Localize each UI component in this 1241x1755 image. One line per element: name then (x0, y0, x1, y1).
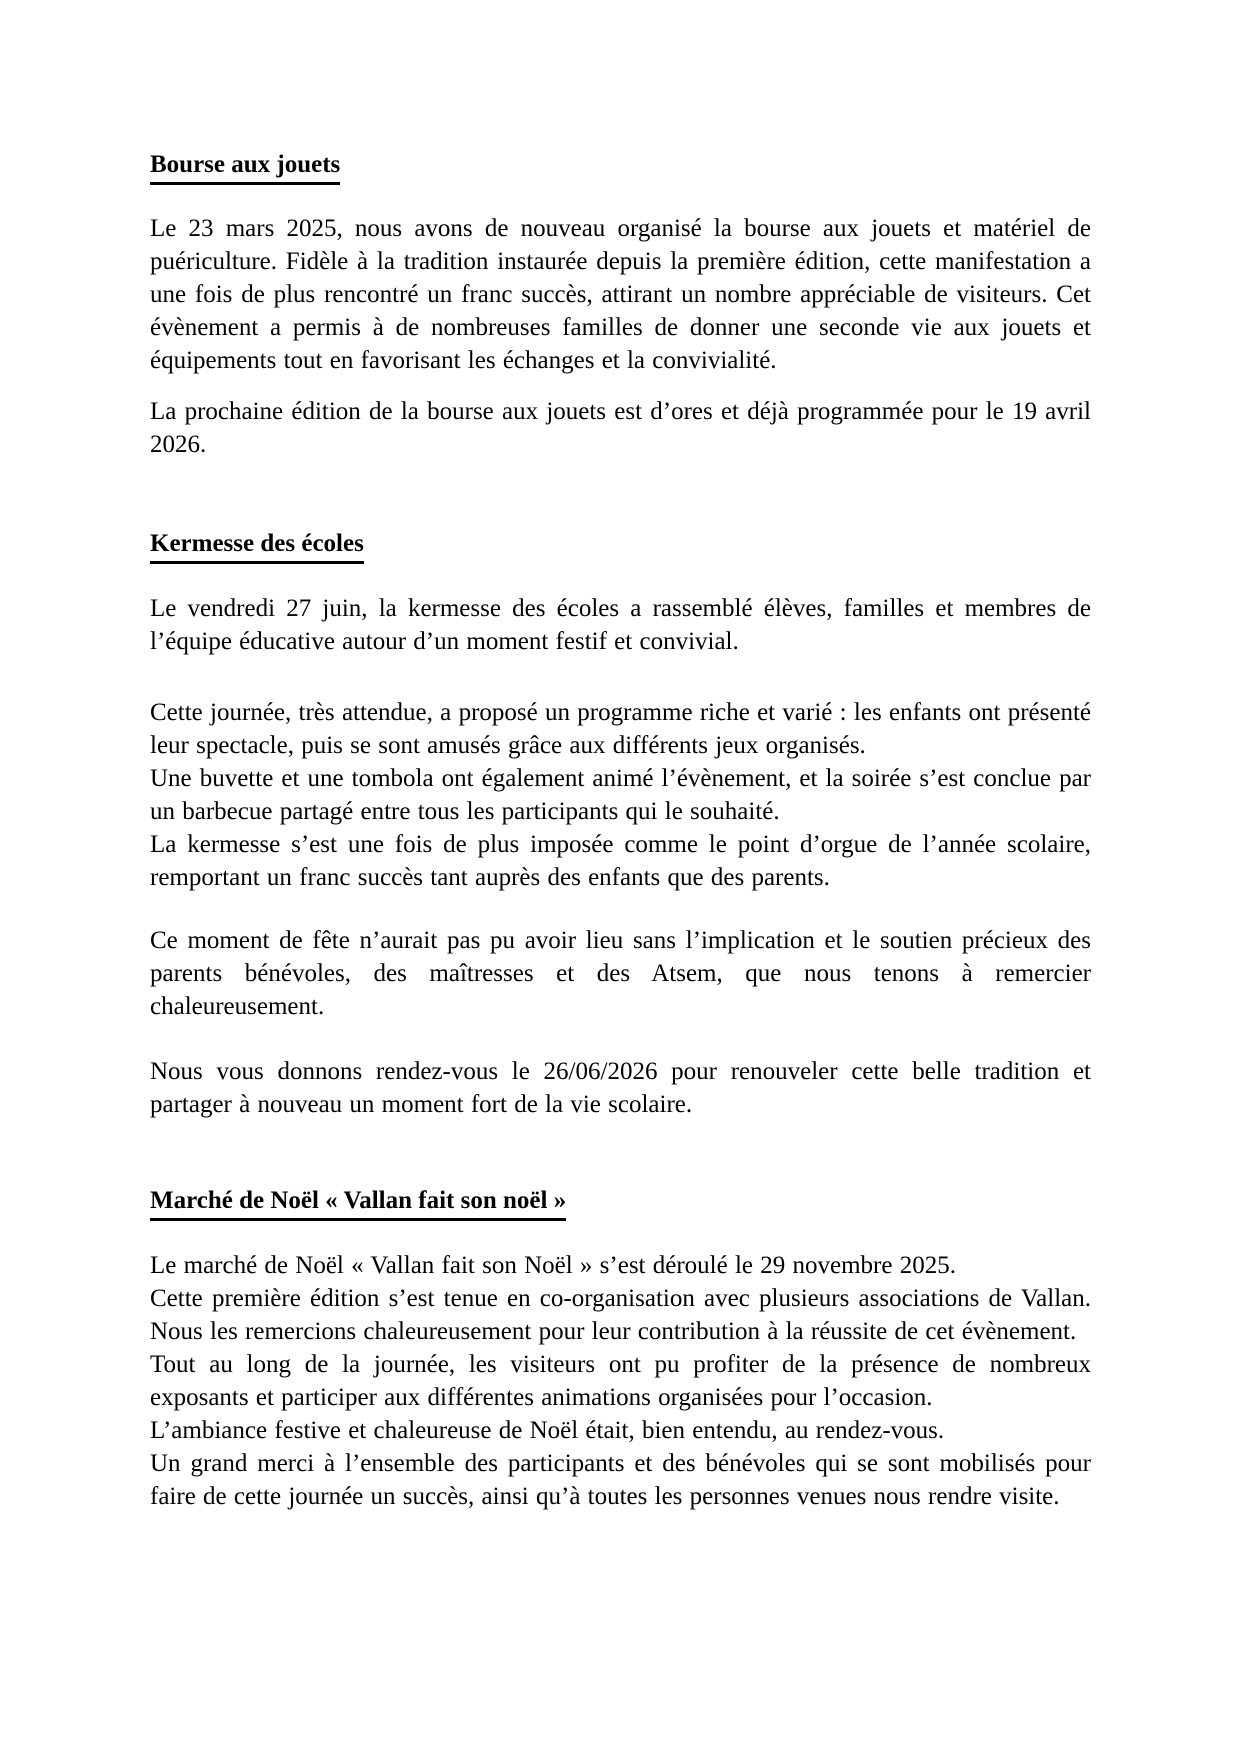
paragraph: Nous les remercions chaleureusement pour leur contribution à la réussite de cet évènement. (150, 1318, 1077, 1345)
paragraph: Le 23 mars 2025, nous avons de nouveau organisé la bourse aux jouets et matériel de puériculture. Fidèle à la tradition instaurée depuis la première édition, cette manifestation a une fois de plus rencontré un franc succès, attirant un nombre appréciable de visiteurs. Cet évènement a permis à de nombreuses familles de donner une seconde vie aux jouets et équipements tout en favorisant les échanges et la convivialité. (150, 215, 1091, 374)
paragraph-group (150, 696, 1091, 894)
section-heading-marche-de-noel (150, 1184, 1091, 1221)
heading-text: Kermesse des écoles (150, 527, 364, 564)
paragraph: Cette journée, très attendue, a proposé un programme riche et varié : les enfants ont présenté leur spectacle, puis se sont amusés grâce aux différents jeux organisés. (150, 699, 1091, 759)
paragraph: Cette première édition s’est tenue en co-organisation avec plusieurs associations de Vallan. (150, 1285, 1091, 1312)
paragraph: Ce moment de fête n’aurait pas pu avoir lieu sans l’implication et le soutien précieux des parents bénévoles, des maîtresses et des Atsem, que nous tenons à remercier chaleureusement. (150, 927, 1091, 1020)
paragraph: Une buvette et une tombola ont également animé l’évènement, et la soirée s’est conclue par un barbecue partagé entre tous les participants qui le souhaité. (150, 765, 1091, 825)
paragraph: L’ambiance festive et chaleureuse de Noël était, bien entendu, au rendez-vous. (150, 1417, 945, 1444)
paragraph: Tout au long de la journée, les visiteurs ont pu profiter de la présence de nombreux exposants et participer aux différentes animations organisées pour l’occasion. (150, 1351, 1091, 1411)
section-heading-kermesse (150, 527, 1091, 564)
paragraph-group (150, 1249, 1091, 1513)
document-content (150, 0, 1091, 1513)
paragraph: Un grand merci à l’ensemble des participants et des bénévoles qui se sont mobilisés pour faire de cette journée un succès, ainsi qu’à toutes les personnes venues nous rendre visite. (150, 1450, 1091, 1510)
heading-text: Bourse aux jouets (150, 148, 340, 185)
paragraph: Nous vous donnons rendez-vous le 26/06/2026 pour renouveler cette belle tradition et partager à nouveau un moment fort de la vie scolaire. (150, 1058, 1091, 1118)
paragraph: La prochaine édition de la bourse aux jouets est d’ores et déjà programmée pour le 19 avril 2026. (150, 398, 1091, 458)
paragraph: La kermesse s’est une fois de plus imposée comme le point d’orgue de l’année scolaire, remportant un franc succès tant auprès des enfants que des parents. (150, 831, 1091, 891)
paragraph: Le marché de Noël « Vallan fait son Noël » s’est déroulé le 29 novembre 2025. (150, 1252, 956, 1279)
heading-text: Marché de Noël « Vallan fait son noël » (150, 1184, 566, 1221)
paragraph: Le vendredi 27 juin, la kermesse des écoles a rassemblé élèves, familles et membres de l’équipe éducative autour d’un moment festif et convivial. (150, 595, 1091, 655)
section-heading-bourse (150, 148, 1091, 185)
